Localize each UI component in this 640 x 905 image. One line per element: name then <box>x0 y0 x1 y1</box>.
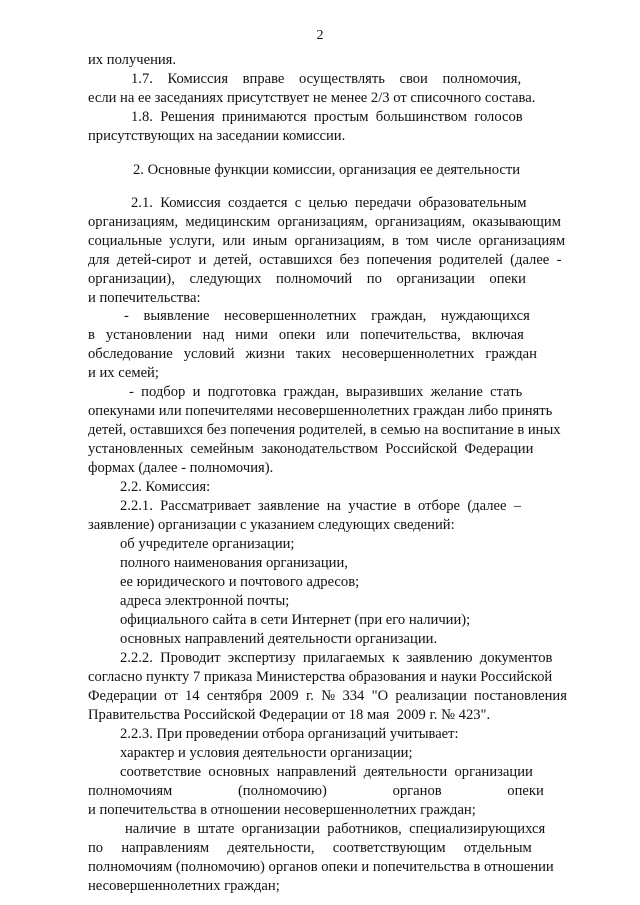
section-heading: 2. Основные функции комиссии, организация ее деятельности <box>133 162 521 178</box>
text-line: 2.2.2. Проводит экспертизу прилагаемых к заявлению документов <box>120 650 553 666</box>
text-line: Федерации от 14 сентября 2009 г. № 334 "О реализации постановления <box>88 688 567 704</box>
text-line: 2.2. Комиссия: <box>120 479 211 495</box>
page-number: 2 <box>316 28 324 43</box>
list-item: характер и условия деятельности организации; <box>120 745 413 761</box>
text-line: установленных семейным законодательством Российской Федерации <box>88 441 534 457</box>
text-line: их получения. <box>88 52 177 68</box>
text-line: несовершеннолетних граждан; <box>88 878 280 894</box>
text-line: согласно пункту 7 приказа Министерства образования и науки Российской <box>88 669 553 685</box>
list-item: полного наименования организации, <box>120 555 348 571</box>
text-line: - выявление несовершеннолетних граждан, нуждающихся <box>124 308 530 324</box>
text-line: 2.1. Комиссия создается с целью передачи образовательным <box>131 195 527 211</box>
list-item: адреса электронной почты; <box>120 593 290 609</box>
text-line: формах (далее - полномочия). <box>88 460 274 476</box>
text-line: детей, оставшихся без попечения родителей, в семью на воспитание в иных <box>88 422 561 438</box>
list-item: об учредителе организации; <box>120 536 295 552</box>
text-line: полномочиям (полномочию) органов опеки и попечительства в отношении <box>88 859 554 875</box>
text-line: обследование условий жизни таких несовершеннолетних граждан <box>88 346 537 362</box>
text-line: 2.2.3. При проведении отбора организаций учитывает: <box>120 726 459 742</box>
list-item: основных направлений деятельности организации. <box>120 631 438 647</box>
text-line: организации), следующих полномочий по организации опеки <box>88 271 526 287</box>
text-line: 1.7. Комиссия вправе осуществлять свои полномочия, <box>131 71 522 87</box>
text-line: в установлении над ними опеки или попечительства, включая <box>88 327 524 343</box>
list-item: ее юридического и почтового адресов; <box>120 574 360 590</box>
list-item: соответствие основных направлений деятельности организации <box>120 764 533 780</box>
text-line: - подбор и подготовка граждан, выразивших желание стать <box>129 384 523 400</box>
text-line: организациям, медицинским организациям, организациям, оказывающим <box>88 214 561 230</box>
text-line: 1.8. Решения принимаются простым большинством голосов <box>131 109 523 125</box>
text-line: социальные услуги, или иным организациям, в том числе организациям <box>88 233 566 249</box>
text-line: 2.2.1. Рассматривает заявление на участие в отборе (далее – <box>120 498 522 514</box>
list-item: официального сайта в сети Интернет (при его наличии); <box>120 612 471 628</box>
text-line: Правительства Российской Федерации от 18 мая 2009 г. № 423". <box>88 707 491 723</box>
text-line: полномочиям (полномочию) органов опеки <box>88 783 544 799</box>
text-line: и попечительства: <box>88 290 201 306</box>
text-line: присутствующих на заседании комиссии. <box>88 128 346 144</box>
text-line: если на ее заседаниях присутствует не менее 2/3 от списочного состава. <box>88 90 536 106</box>
text-line: по направлениям деятельности, соответствующим отдельным <box>88 840 532 856</box>
text-line: и попечительства в отношении несовершеннолетних граждан; <box>88 802 476 818</box>
text-line: заявление) организации с указанием следующих сведений: <box>88 517 455 533</box>
text-line: и их семей; <box>88 365 159 381</box>
text-line: для детей-сирот и детей, оставшихся без попечения родителей (далее - <box>88 252 562 268</box>
list-item: наличие в штате организации работников, специализирующихся <box>125 821 546 837</box>
text-line: опекунами или попечителями несовершеннолетних граждан либо принять <box>88 403 553 419</box>
